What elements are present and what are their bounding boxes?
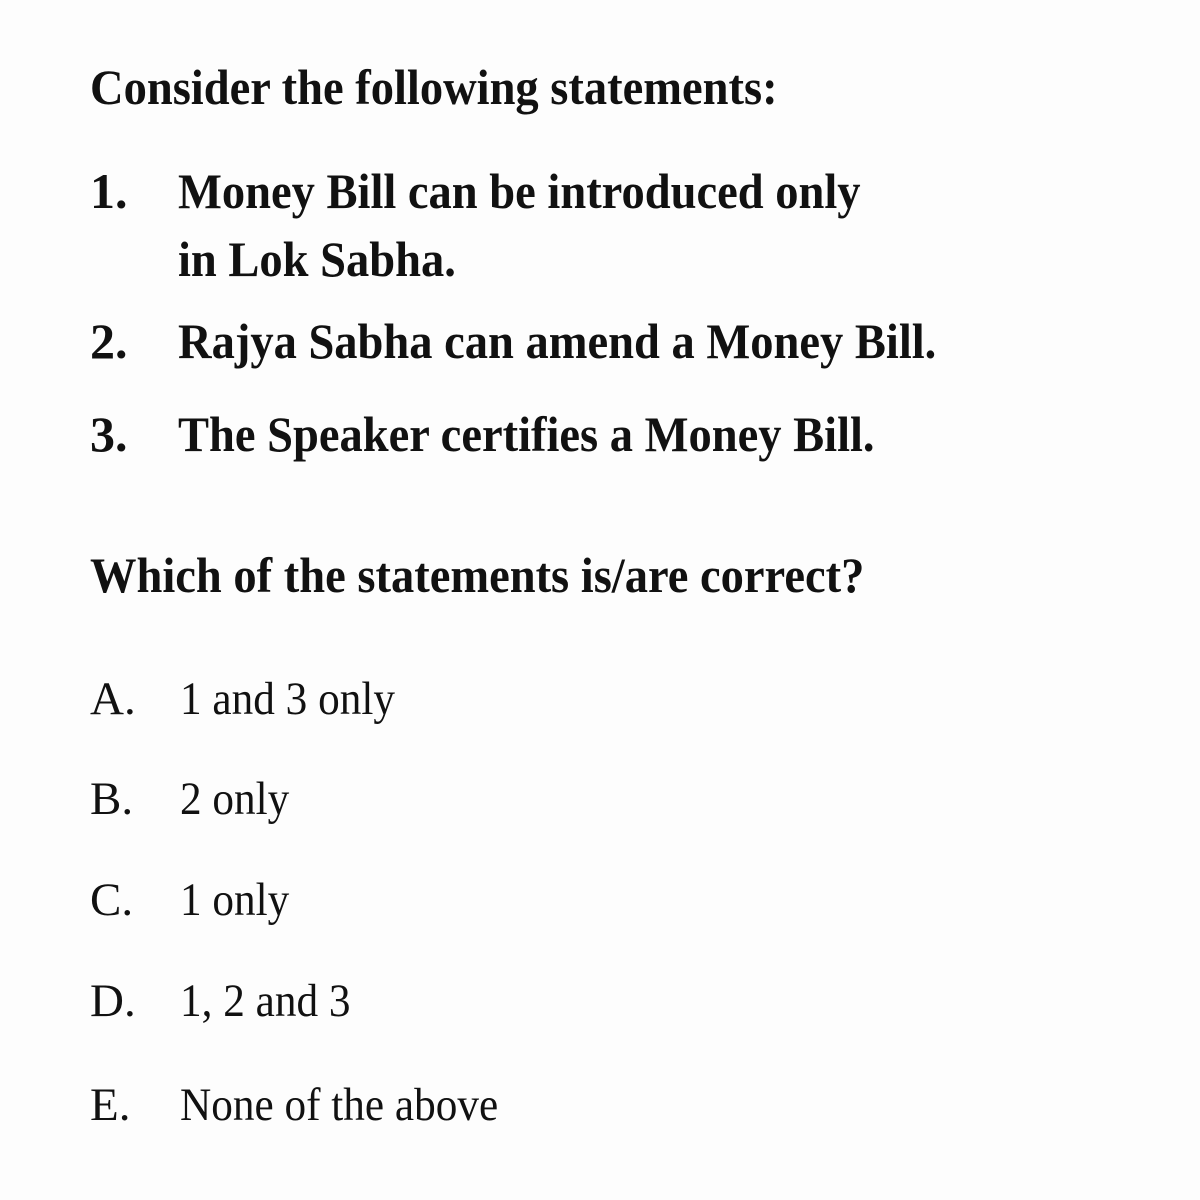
option-letter: B.: [90, 773, 134, 825]
statement-text: Money Bill can be introduced only: [178, 163, 861, 219]
statement-number: 2.: [90, 313, 128, 369]
option-letter: A.: [90, 673, 136, 725]
question-intro: Consider the following statements:: [90, 59, 778, 115]
option-letter: D.: [90, 975, 136, 1027]
option-text: 1 and 3 only: [180, 673, 395, 725]
statement-text: Rajya Sabha can amend a Money Bill.: [178, 313, 937, 369]
statement-text: in Lok Sabha.: [178, 231, 456, 287]
option-text: 1, 2 and 3: [180, 975, 351, 1027]
question-prompt: Which of the statements is/are correct?: [90, 547, 865, 603]
option-text: 1 only: [180, 874, 290, 926]
statement-number: 3.: [90, 406, 128, 462]
statement-text: The Speaker certifies a Money Bill.: [178, 406, 875, 462]
option-text: 2 only: [180, 773, 290, 825]
option-letter: C.: [90, 874, 134, 926]
option-text: None of the above: [180, 1079, 499, 1131]
option-letter: E.: [90, 1079, 131, 1131]
statement-number: 1.: [90, 163, 128, 219]
